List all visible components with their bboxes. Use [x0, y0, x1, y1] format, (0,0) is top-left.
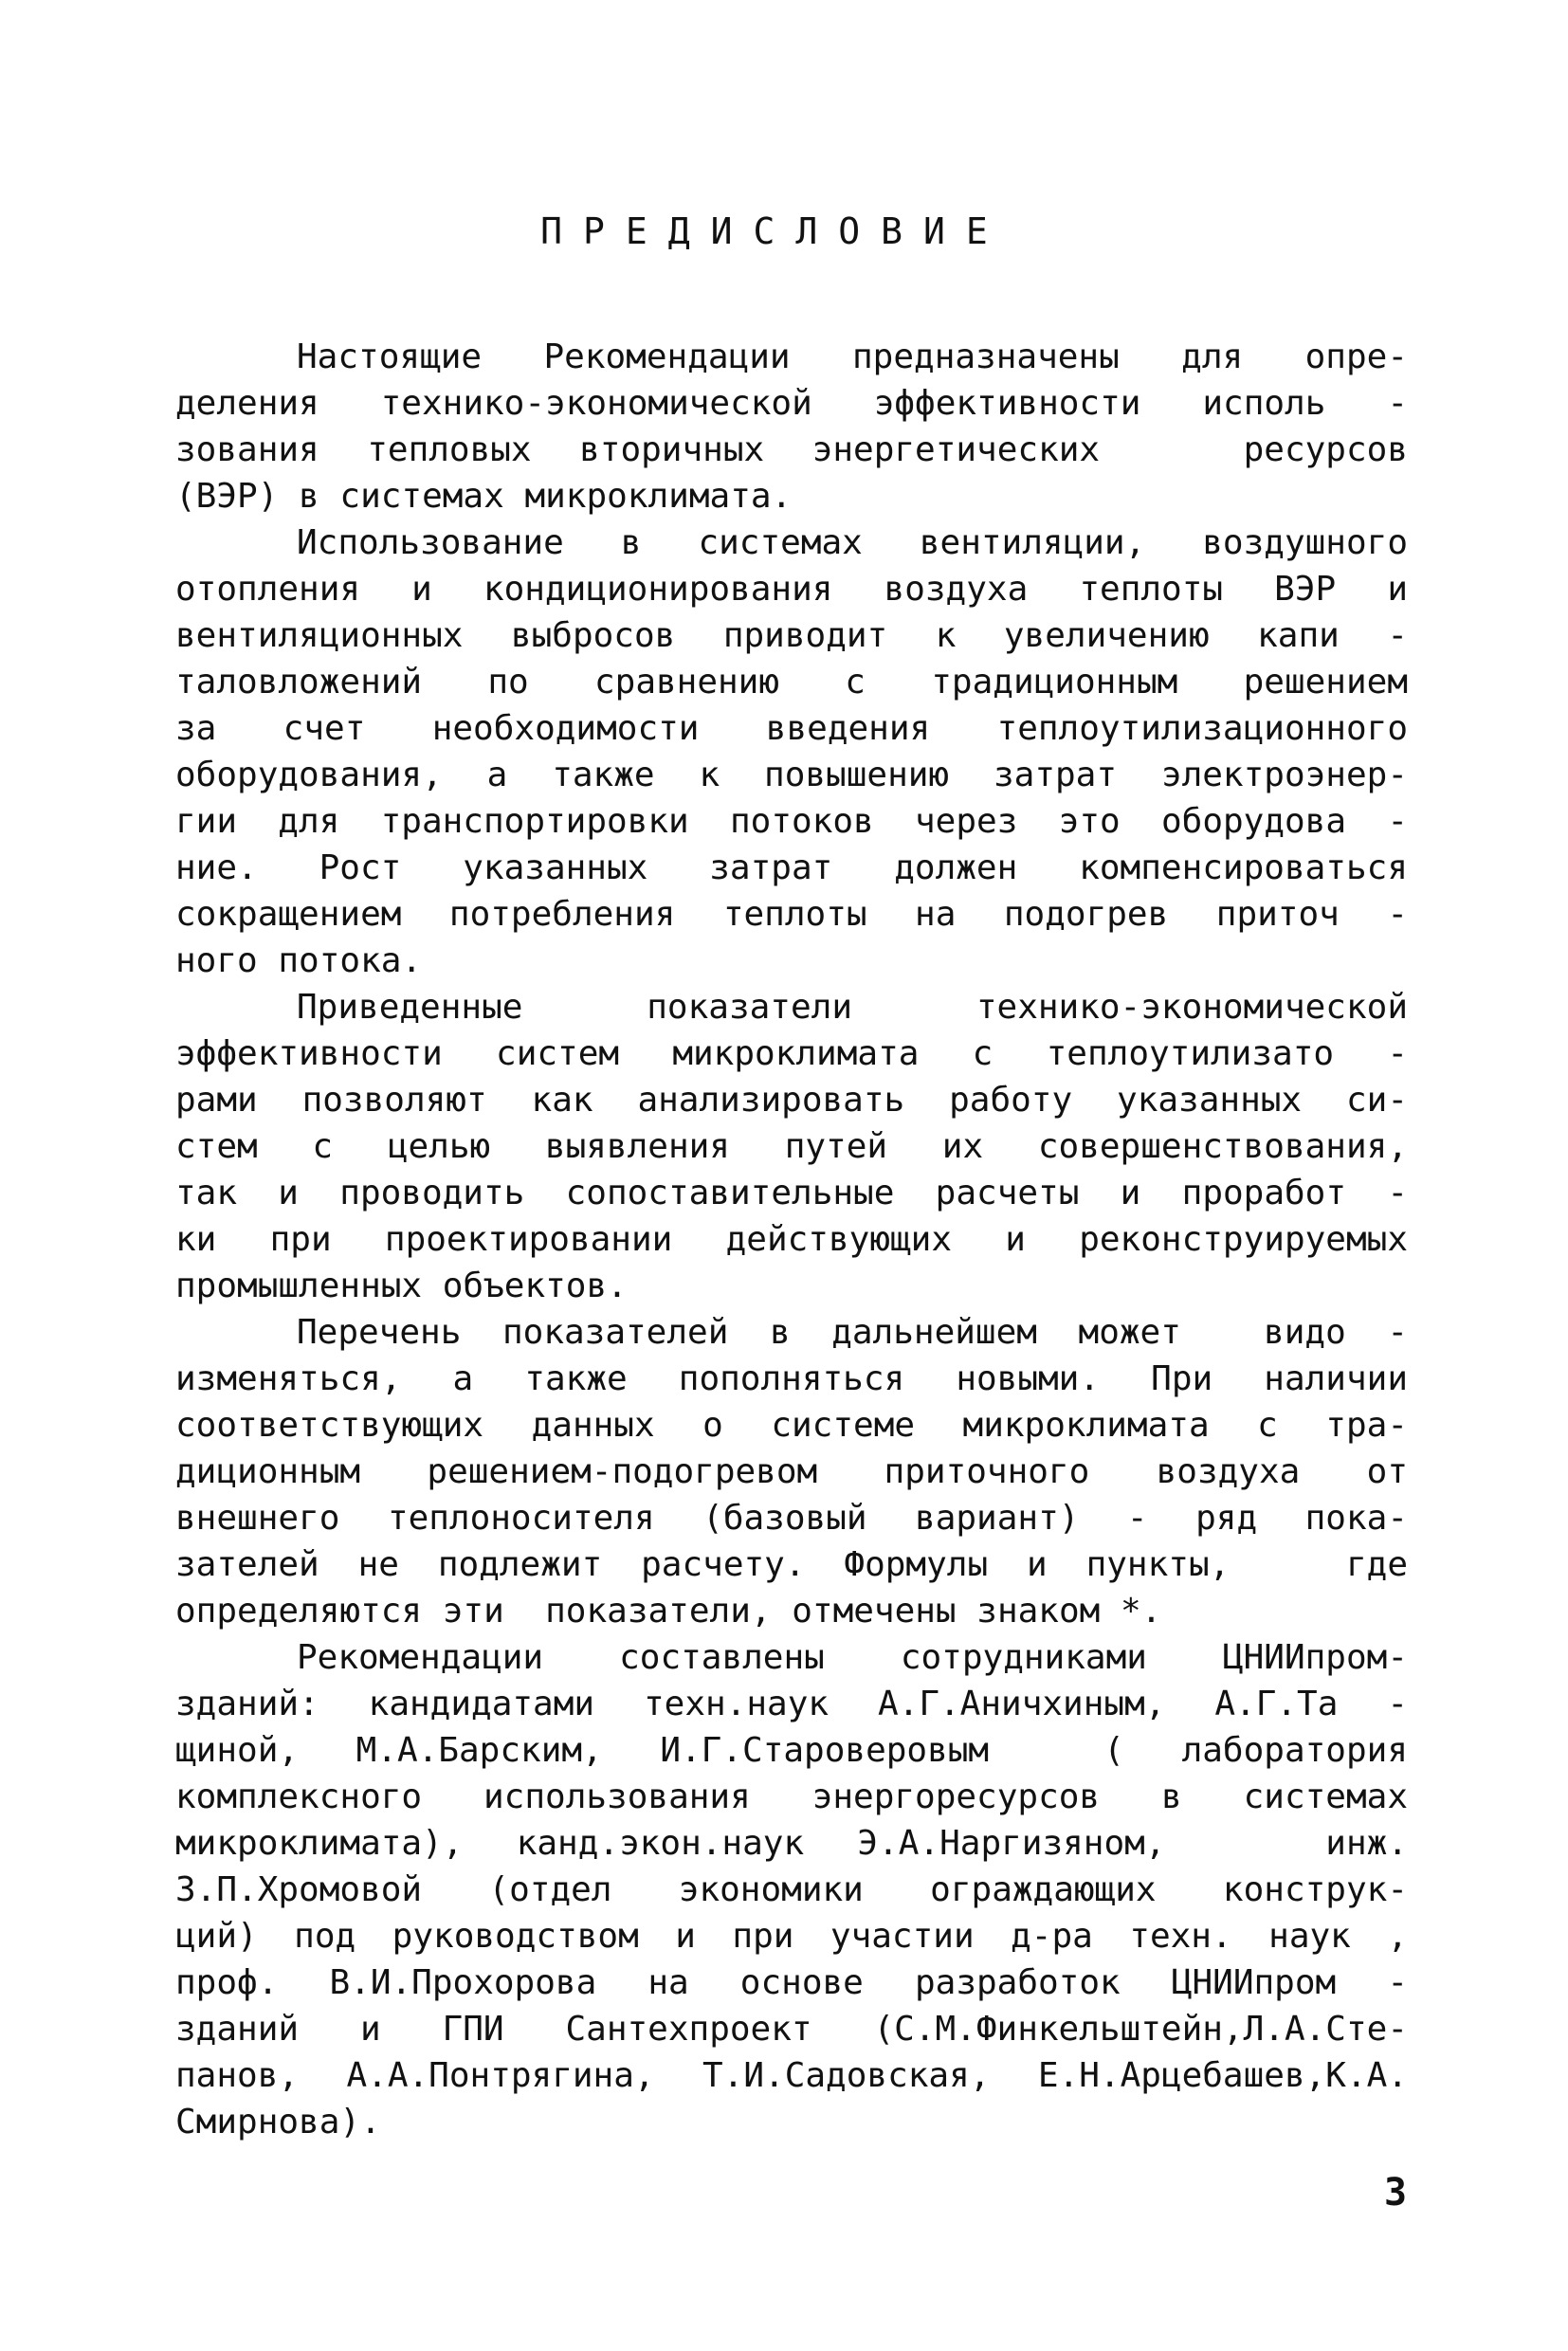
text-line: ного потока. [175, 941, 423, 980]
text-line: ние. Рост указанных затрат должен компенсироваться [175, 848, 1408, 887]
text-line: так и проводить сопоставительные расчеты и проработ - [175, 1174, 1408, 1212]
preface-text [175, 334, 1408, 2145]
text-line: микроклимата), канд.экон.наук Э.А.Наргизяном, инж. [175, 1824, 1408, 1863]
text-line: Смирнова). [175, 2103, 381, 2141]
text-line: вентиляционных выбросов приводит к увеличению капи - [175, 616, 1408, 655]
text-line: стем с целью выявления путей их совершенствования, [175, 1127, 1408, 1166]
text-line: изменяться, а также пополняться новыми. При наличии [175, 1359, 1408, 1398]
text-line: проф. В.И.Прохорова на основе разработок ЦНИИпром - [175, 1963, 1408, 2002]
text-line: ки при проектировании действующих и реконструируемых [175, 1220, 1408, 1259]
text-line: зования тепловых вторичных энергетических ресурсов [175, 430, 1408, 469]
text-line: за счет необходимости введения теплоутилизационного [175, 709, 1408, 748]
text-line: панов, А.А.Понтрягина, Т.И.Садовская, Е.Н.Арцебашев,К.А. [175, 2056, 1408, 2095]
text-line: рами позволяют как анализировать работу указанных си- [175, 1081, 1408, 1120]
text-line: диционным решением-подогревом приточного воздуха от [175, 1452, 1408, 1491]
text-line: Перечень показателей в дальнейшем может видо - [297, 1313, 1408, 1352]
text-line: (ВЭР) в системах микроклимата. [175, 477, 793, 516]
text-line: отопления и кондиционирования воздуха теплоты ВЭР и [175, 570, 1408, 609]
text-line: внешнего теплоносителя (базовый вариант) - ряд пока- [175, 1499, 1408, 1538]
text-line: З.П.Хромовой (отдел экономики ограждающих конструк- [175, 1870, 1408, 1909]
text-line: ций) под руководством и при участии д-ра техн. наук , [175, 1917, 1408, 1956]
text-line: щиной, М.А.Барским, И.Г.Староверовым ( лаборатория [175, 1731, 1408, 1770]
text-line: деления технико-экономической эффективности исполь - [175, 384, 1408, 423]
text-line: Рекомендации составлены сотрудниками ЦНИИпром- [297, 1638, 1408, 1677]
page-title: ПРЕДИСЛОВИЕ [540, 210, 1009, 252]
text-line: сокращением потребления теплоты на подогрев приточ - [175, 895, 1408, 934]
text-line: Настоящие Рекомендации предназначены для опре- [297, 337, 1408, 376]
text-line: соответствующих данных о системе микроклимата с тра- [175, 1406, 1408, 1445]
text-line: эффективности систем микроклимата с теплоутилизато - [175, 1034, 1408, 1073]
text-line: зданий: кандидатами техн.наук А.Г.Аничхиным, А.Г.Та - [175, 1685, 1408, 1723]
page-number: 3 [1384, 2171, 1408, 2214]
text-line: оборудования, а также к повышению затрат электроэнер- [175, 756, 1408, 794]
text-line: таловложений по сравнению с традиционным решением [175, 663, 1408, 702]
text-line: Использование в системах вентиляции, воздушного [297, 523, 1408, 562]
text-line: зателей не подлежит расчету. Формулы и пункты, где [175, 1545, 1408, 1584]
text-line: определяются эти показатели, отмечены знаком *. [175, 1592, 1162, 1631]
text-line: промышленных объектов. [175, 1267, 628, 1305]
text-line: Приведенные показатели технико-экономической [297, 988, 1408, 1027]
text-line: зданий и ГПИ Сантехпроект (С.М.Финкельштейн,Л.А.Сте- [175, 2010, 1408, 2049]
text-line: гии для транспортировки потоков через это оборудова - [175, 802, 1408, 841]
text-line: комплексного использования энергоресурсов в системах [175, 1777, 1408, 1816]
